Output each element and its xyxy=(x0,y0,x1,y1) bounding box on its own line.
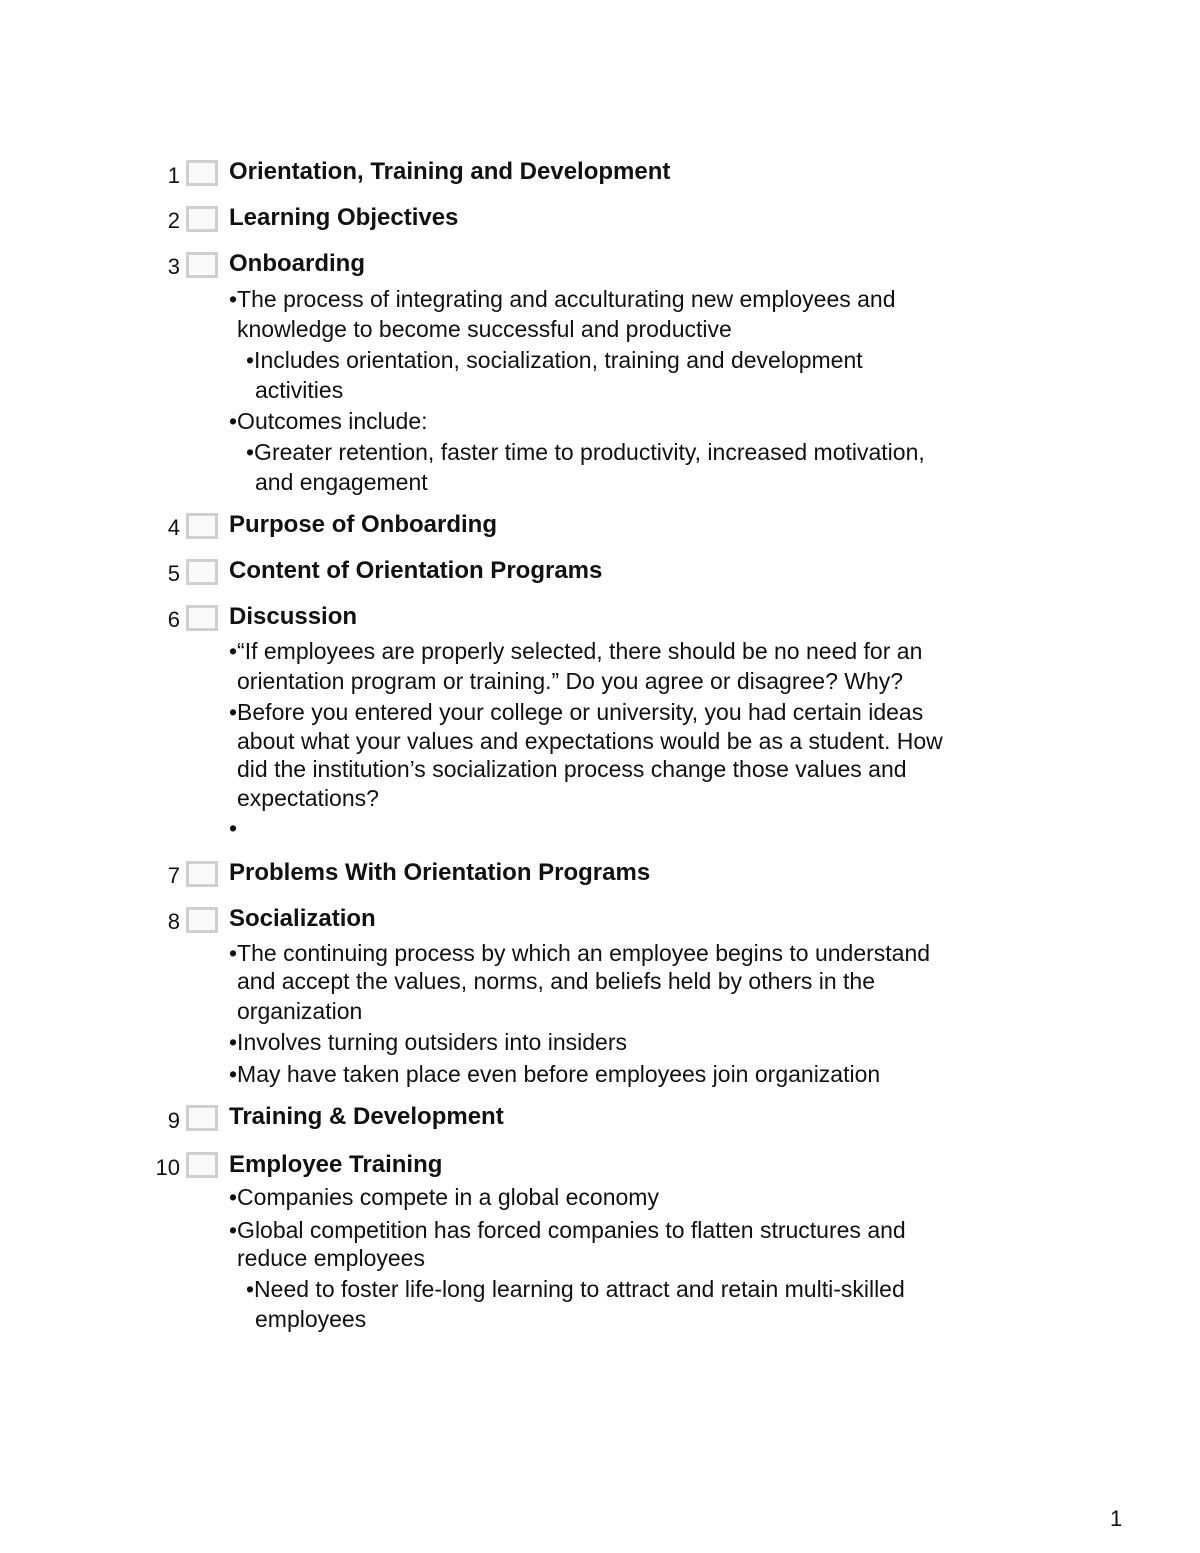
slide-number: 9 xyxy=(167,1108,180,1133)
page-number: 1 xyxy=(1110,1506,1123,1531)
slide-thumbnail[interactable] xyxy=(186,605,218,631)
slide-title: Socialization xyxy=(229,905,376,932)
slide-thumbnail[interactable] xyxy=(186,513,218,539)
bullet-text: •Before you entered your college or university, you had certain ideas xyxy=(229,699,924,725)
bullet-text: expectations? xyxy=(237,785,379,811)
slide-title: Orientation, Training and Development xyxy=(229,158,671,185)
slide-number: 1 xyxy=(167,163,180,188)
slide-thumbnail[interactable] xyxy=(186,1152,218,1178)
sub-bullet-text: •Need to foster life-long learning to attract and retain multi-skilled xyxy=(246,1276,905,1302)
sub-bullet-text: •Includes orientation, socialization, training and development xyxy=(246,347,863,373)
bullet-text: •Involves turning outsiders into insiders xyxy=(229,1029,627,1055)
slide-thumbnail[interactable] xyxy=(186,861,218,887)
bullet-text: •The process of integrating and acculturating new employees and xyxy=(229,286,896,312)
bullet-text: reduce employees xyxy=(237,1245,425,1271)
slide-number: 6 xyxy=(167,607,180,632)
slide-number: 7 xyxy=(167,863,180,888)
slide-title: Learning Objectives xyxy=(229,204,459,231)
bullet-text: knowledge to become successful and productive xyxy=(237,316,732,342)
slide-title: Purpose of Onboarding xyxy=(229,511,497,538)
slide-thumbnail[interactable] xyxy=(186,559,218,585)
slide-number: 10 xyxy=(155,1155,180,1180)
slide-number: 5 xyxy=(167,561,180,586)
sub-bullet-text: and engagement xyxy=(255,469,428,495)
bullet-text: •Outcomes include: xyxy=(229,408,428,434)
slide-title: Employee Training xyxy=(229,1151,443,1178)
bullet-text: •May have taken place even before employees join organization xyxy=(229,1061,881,1087)
sub-bullet-text: •Greater retention, faster time to productivity, increased motivation, xyxy=(246,439,925,465)
bullet-text: •“If employees are properly selected, there should be no need for an xyxy=(229,638,923,664)
bullet-text: and accept the values, norms, and beliefs held by others in the xyxy=(237,968,876,994)
sub-bullet-text: activities xyxy=(255,377,344,403)
slide-number: 2 xyxy=(167,208,180,233)
slide-thumbnail[interactable] xyxy=(186,252,218,278)
slide-title: Problems With Orientation Programs xyxy=(229,859,651,886)
bullet-text: did the institution’s socialization process change those values and xyxy=(237,756,907,782)
slide-thumbnail[interactable] xyxy=(186,160,218,186)
bullet-text: orientation program or training.” Do you agree or disagree? Why? xyxy=(237,668,904,694)
slide-number: 3 xyxy=(167,254,180,279)
sub-bullet-text: employees xyxy=(255,1306,367,1332)
slide-thumbnail[interactable] xyxy=(186,206,218,232)
slide-thumbnail[interactable] xyxy=(186,907,218,933)
slide-thumbnail[interactable] xyxy=(186,1105,218,1131)
slide-title: Training & Development xyxy=(229,1103,504,1130)
bullet-text: •The continuing process by which an employee begins to understand xyxy=(229,940,931,966)
slide-number: 4 xyxy=(167,515,180,540)
bullet-text: •Companies compete in a global economy xyxy=(229,1184,659,1210)
slide-number: 8 xyxy=(167,909,180,934)
slide-title: Content of Orientation Programs xyxy=(229,557,603,584)
slide-title: Onboarding xyxy=(229,250,365,277)
slide-title: Discussion xyxy=(229,603,358,630)
bullet-text: about what your values and expectations would be as a student. How xyxy=(237,728,943,754)
bullet-text: •Global competition has forced companies to flatten structures and xyxy=(229,1217,906,1243)
bullet-text: • xyxy=(229,815,238,841)
bullet-text: organization xyxy=(237,998,363,1024)
